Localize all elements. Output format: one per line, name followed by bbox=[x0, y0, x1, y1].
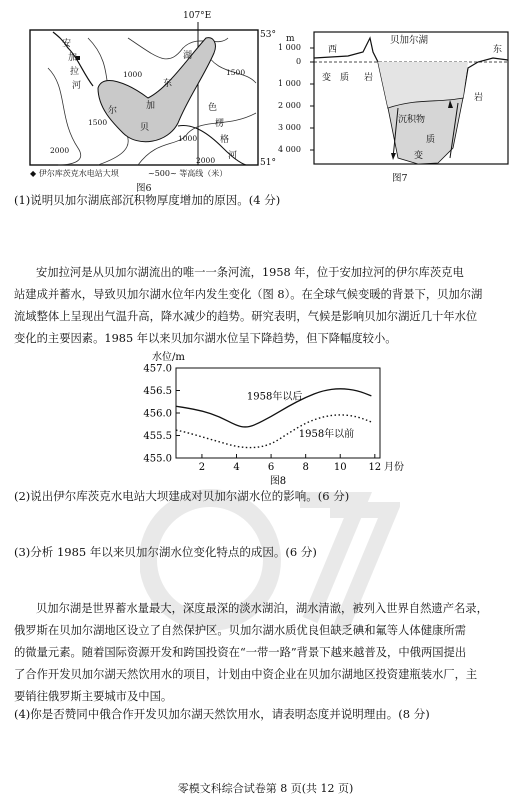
series-label-after: 1958年以后 bbox=[246, 391, 303, 403]
water-level-chart bbox=[130, 346, 410, 486]
figure-6-map bbox=[28, 8, 276, 194]
rock-label: 岩 bbox=[364, 73, 374, 83]
legend-contour: ~500~ 等高线（米） bbox=[148, 169, 228, 178]
selenga-char: 格 bbox=[220, 135, 230, 145]
y-axis-label: 水位/m bbox=[152, 352, 185, 363]
y-tick-label: 457.0 bbox=[143, 363, 172, 375]
rock-label: 质 bbox=[340, 73, 350, 83]
x-tick-label: 6 bbox=[267, 462, 275, 473]
arrow-down bbox=[391, 153, 396, 160]
paragraph-baikal-water bbox=[14, 598, 518, 708]
page-footer: 零模文科综合试卷第 8 页(共 12 页) bbox=[177, 782, 354, 795]
y-tick: 2 000 bbox=[278, 101, 301, 110]
contour-value: 2000 bbox=[50, 146, 70, 155]
legend-dam-text: 伊尔库茨克水电站大坝 bbox=[38, 169, 119, 178]
selenga-char: 楞 bbox=[215, 119, 225, 129]
x-tick-label: 10 bbox=[333, 462, 347, 473]
y-tick-label: 456.0 bbox=[143, 408, 172, 420]
series-label-before: 1958年以前 bbox=[298, 428, 355, 440]
lake-side-char: 加 bbox=[146, 101, 156, 111]
sediment-label: 沉积物 bbox=[398, 115, 426, 125]
section-title: 贝加尔湖 bbox=[390, 35, 429, 46]
river-char: 河 bbox=[72, 81, 82, 91]
selenga-char: 河 bbox=[228, 151, 238, 161]
unit-label: m bbox=[286, 34, 295, 44]
y-tick-label: 455.5 bbox=[143, 431, 172, 442]
river-char: 安 bbox=[62, 39, 72, 49]
figure-6-caption: 图6 bbox=[136, 183, 152, 194]
question-2: (2)说出伊尔库茨克水电站大坝建成对贝加尔湖水位的影响。(6 分) bbox=[14, 489, 350, 503]
y-tick: 3 000 bbox=[278, 123, 301, 132]
lake-char: 贝 bbox=[140, 123, 150, 133]
x-tick-label: 2 bbox=[198, 462, 206, 473]
y-tick: 1 000 bbox=[278, 43, 301, 52]
para-line: 了合作开发贝加尔湖天然饮用水的项目，计划由中资企业在贝加尔湖地区投资建瓶装水厂，主 bbox=[14, 668, 478, 681]
y-tick: 0 bbox=[296, 57, 302, 66]
para-line: 安加拉河是从贝加尔湖流出的唯一一条河流，1958 年，位于安加拉河的伊尔库茨克电 bbox=[36, 266, 464, 279]
paragraph-angara bbox=[14, 262, 518, 350]
figure-7-caption: 图7 bbox=[392, 173, 408, 184]
para-line: 站建成并蓄水，导致贝加尔湖水位年内发生变化（图 8）。在全球气候变暖的背景下，贝加尔湖 bbox=[14, 288, 483, 301]
rock-label: 变 bbox=[414, 151, 424, 161]
y-tick-label: 456.5 bbox=[143, 386, 172, 397]
x-tick-label: 8 bbox=[302, 462, 309, 473]
east-label: 东 bbox=[493, 45, 503, 55]
para-line: 的微量元素。随着国际资源开发和跨国投资在“一带一路”背景下越来越普及，中俄两国提出 bbox=[14, 646, 467, 659]
contour-value: 1500 bbox=[226, 68, 246, 77]
contour-value: 2000 bbox=[196, 156, 216, 165]
lake-side-char: 尔 bbox=[108, 106, 118, 116]
rock-label: 质 bbox=[426, 135, 436, 145]
para-line: 流域整体上呈现出气温升高，降水减少的趋势。研究表明，气候是影响贝加尔湖近几十年水位 bbox=[14, 310, 478, 323]
west-label: 西 bbox=[328, 45, 338, 55]
contour-value: 1500 bbox=[88, 118, 108, 127]
question-1: (1)说明贝加尔湖底部沉积物厚度增加的原因。(4 分) bbox=[14, 193, 281, 207]
selenga-char: 色 bbox=[208, 103, 218, 113]
y-tick: 1 000 bbox=[278, 79, 301, 88]
x-tick-label: 12 bbox=[368, 462, 382, 473]
x-axis-label: 月份 bbox=[384, 462, 404, 473]
lake-side-char: 湖 bbox=[183, 51, 193, 61]
rock-label: 岩 bbox=[474, 93, 484, 103]
river-char: 加 bbox=[68, 53, 78, 63]
para-line: 变化的主要因素。1985 年以来贝加尔湖水位呈下降趋势，但下降幅度较小。 bbox=[14, 332, 397, 345]
para-line: 贝加尔湖是世界蓄水量最大，深度最深的淡水湖泊，湖水清澈，被列入世界自然遗产名录， bbox=[36, 602, 488, 615]
longitude-label: 107°E bbox=[183, 11, 212, 21]
chart-caption: 图8 bbox=[269, 476, 287, 486]
question-4: (4)你是否赞同中俄合作开发贝加尔湖天然饮用水，请表明态度并说明理由。(8 分) bbox=[14, 707, 430, 721]
question-3: (3)分析 1985 年以来贝加尔湖水位变化特点的成因。(6 分) bbox=[14, 545, 317, 559]
legend-dam: ◆ 伊尔库茨克水电站大坝 bbox=[30, 169, 119, 178]
y-tick-label: 455.0 bbox=[143, 453, 172, 465]
rock-label: 变 bbox=[322, 73, 332, 83]
contour-value: 1000 bbox=[178, 134, 198, 143]
section-svg bbox=[278, 28, 510, 188]
latitude-top-label: 53° bbox=[260, 30, 276, 40]
y-tick: 4 000 bbox=[278, 145, 301, 154]
figure-8-chart bbox=[130, 346, 410, 486]
para-line: 要销往俄罗斯主要城市及中国。 bbox=[14, 690, 173, 703]
river-char: 拉 bbox=[70, 67, 80, 77]
lake-side-char: 东 bbox=[163, 79, 173, 89]
figure-7-section bbox=[278, 28, 510, 188]
para-line: 俄罗斯在贝加尔湖地区设立了自然保护区。贝加尔湖水质优良但缺乏碘和氟等人体健康所需 bbox=[14, 624, 466, 637]
x-tick-label: 4 bbox=[233, 462, 240, 473]
contour-value: 1000 bbox=[123, 70, 143, 79]
latitude-bottom-label: 51° bbox=[260, 158, 276, 168]
